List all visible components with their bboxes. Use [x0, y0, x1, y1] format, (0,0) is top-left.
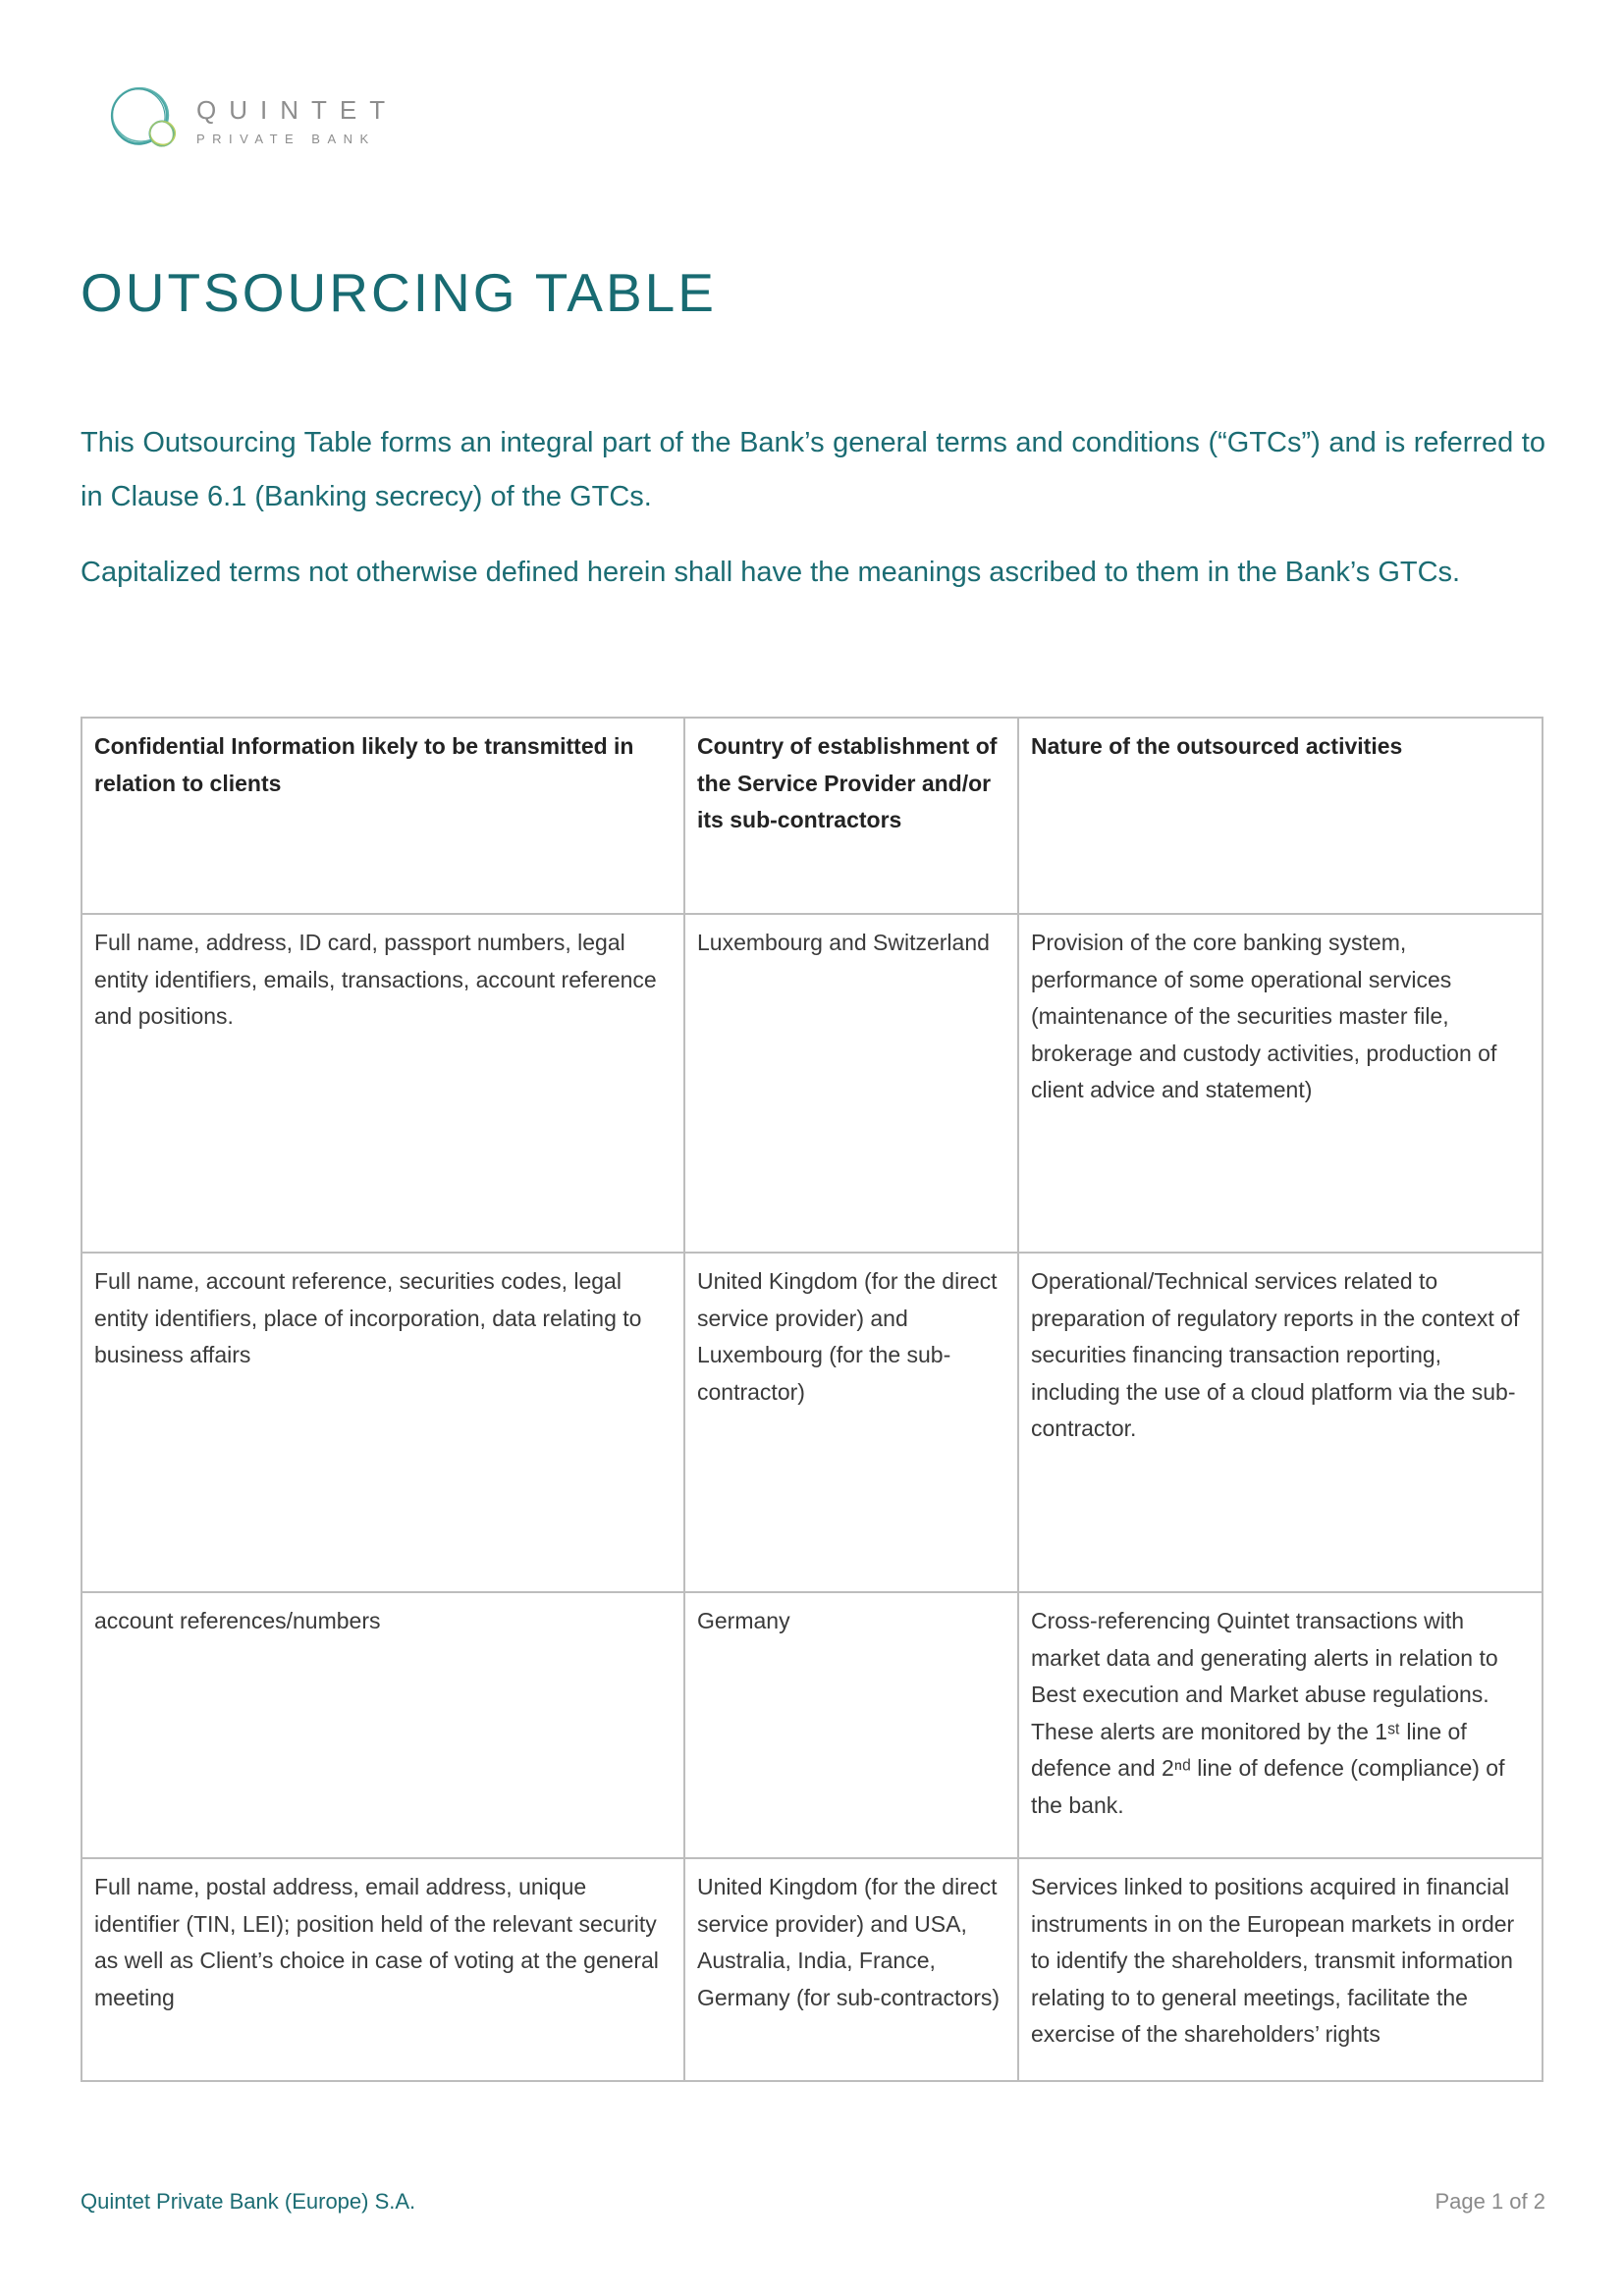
outsourcing-table — [81, 717, 1543, 2082]
table-cell: Provision of the core banking system, performance of some operational services (maintenance of the securities master file, brokerage and custody activities, production of client advice and statement) — [1018, 914, 1543, 1253]
table-cell: Germany — [684, 1592, 1018, 1858]
intro-paragraph-1: This Outsourcing Table forms an integral part of the Bank’s general terms and conditions (“GTCs”) and is referred to in Clause 6.1 (Banking secrecy) of the GTCs. — [81, 427, 1545, 512]
table-cell: United Kingdom (for the direct service provider) and USA, Australia, India, France, Germany (for sub-contractors) — [684, 1858, 1018, 2081]
table-row — [81, 1253, 1543, 1592]
table-cell: Operational/Technical services related to preparation of regulatory reports in the context of securities financing transaction reporting, including the use of a cloud platform via the sub-contractor. — [1018, 1253, 1543, 1592]
table-cell: account references/numbers — [81, 1592, 684, 1858]
logo-wordmark — [196, 91, 398, 146]
column-header-nature-of-activities: Nature of the outsourced activities — [1018, 718, 1543, 914]
table-header-row — [81, 718, 1543, 914]
quintet-logo-icon — [104, 80, 181, 157]
footer-page-number: Page 1 of 2 — [1435, 2189, 1545, 2214]
footer-company-name: Quintet Private Bank (Europe) S.A. — [81, 2189, 416, 2214]
table-row — [81, 1592, 1543, 1858]
table-cell: Services linked to positions acquired in financial instruments in on the European markets in order to identify the shareholders, transmit information relating to to general meetings, facilitate the exercise of the shareholders’ rights — [1018, 1858, 1543, 2081]
table-row — [81, 914, 1543, 1253]
table-cell: Full name, address, ID card, passport numbers, legal entity identifiers, emails, transactions, account reference and positions. — [81, 914, 684, 1253]
page-title: OUTSOURCING TABLE — [81, 262, 717, 323]
table-cell: Luxembourg and Switzerland — [684, 914, 1018, 1253]
table-row — [81, 1858, 1543, 2081]
table-cell: Full name, account reference, securities codes, legal entity identifiers, place of incorporation, data relating to business affairs — [81, 1253, 684, 1592]
outsourcing-table-container — [81, 717, 1543, 2082]
quintet-logo — [104, 80, 398, 157]
page-footer — [81, 2189, 1545, 2215]
column-header-country-of-establishment: Country of establishment of the Service Provider and/or its sub-contractors — [684, 718, 1018, 914]
table-cell: Cross-referencing Quintet transactions with market data and generating alerts in relation to Best execution and Market abuse regulations. These alerts are monitored by the 1ˢᵗ line of defence and 2ⁿᵈ line of defence (compliance) of the bank. — [1018, 1592, 1543, 1858]
intro-section — [81, 416, 1545, 600]
column-header-confidential-information: Confidential Information likely to be transmitted in relation to clients — [81, 718, 684, 914]
logo-brand-name: QUINTET — [196, 95, 399, 125]
intro-paragraph-2: Capitalized terms not otherwise defined herein shall have the meanings ascribed to them in the Bank’s GTCs. — [81, 557, 1461, 588]
logo-tagline: PRIVATE BANK — [196, 132, 376, 146]
table-cell: United Kingdom (for the direct service provider) and Luxembourg (for the sub-contractor) — [684, 1253, 1018, 1592]
table-cell: Full name, postal address, email address, unique identifier (TIN, LEI); position held of the relevant security as well as Client’s choice in case of voting at the general meeting — [81, 1858, 684, 2081]
